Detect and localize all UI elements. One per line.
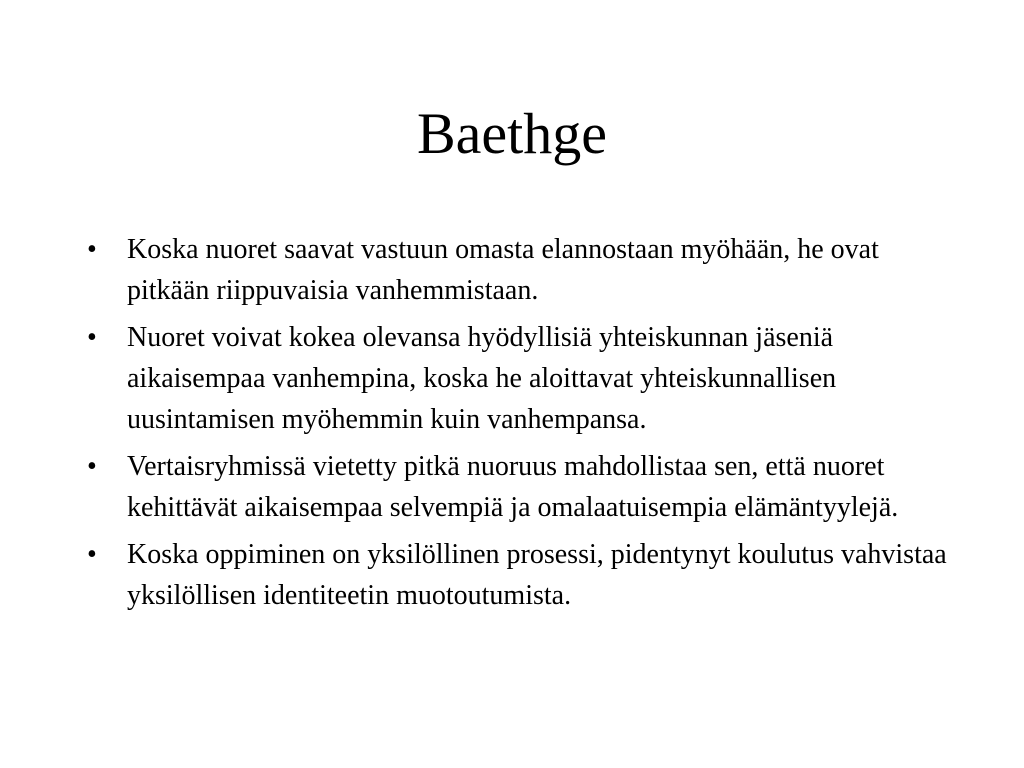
bullet-icon: •	[87, 539, 97, 570]
bullet-item	[84, 229, 964, 311]
bullet-text: Vertaisryhmissä vietetty pitkä nuoruus mahdollistaa sen, että nuoret kehittävät aikaisempaa selvempiä ja omalaatuisempia elämäntyylejä.	[127, 451, 899, 523]
bullet-item	[84, 317, 964, 440]
bullet-icon: •	[87, 451, 97, 482]
bullet-text: Koska nuoret saavat vastuun omasta elannostaan myöhään, he ovat pitkään riippuvaisia vanhemmistaan.	[127, 234, 879, 306]
bullet-item	[84, 446, 964, 528]
bullet-icon: •	[87, 322, 97, 353]
bullet-item	[84, 534, 964, 616]
bullet-text: Koska oppiminen on yksilöllinen prosessi, pidentynyt koulutus vahvistaa yksilöllisen identiteetin muotoutumista.	[127, 539, 947, 611]
bullet-text: Nuoret voivat kokea olevansa hyödyllisiä yhteiskunnan jäseniä aikaisempaa vanhempina, koska he aloittavat yhteiskunnallisen uusintamisen myöhemmin kuin vanhempansa.	[127, 322, 837, 435]
slide-title: Baethge	[416, 101, 608, 166]
bullet-list	[84, 229, 964, 622]
bullet-icon: •	[87, 234, 97, 265]
